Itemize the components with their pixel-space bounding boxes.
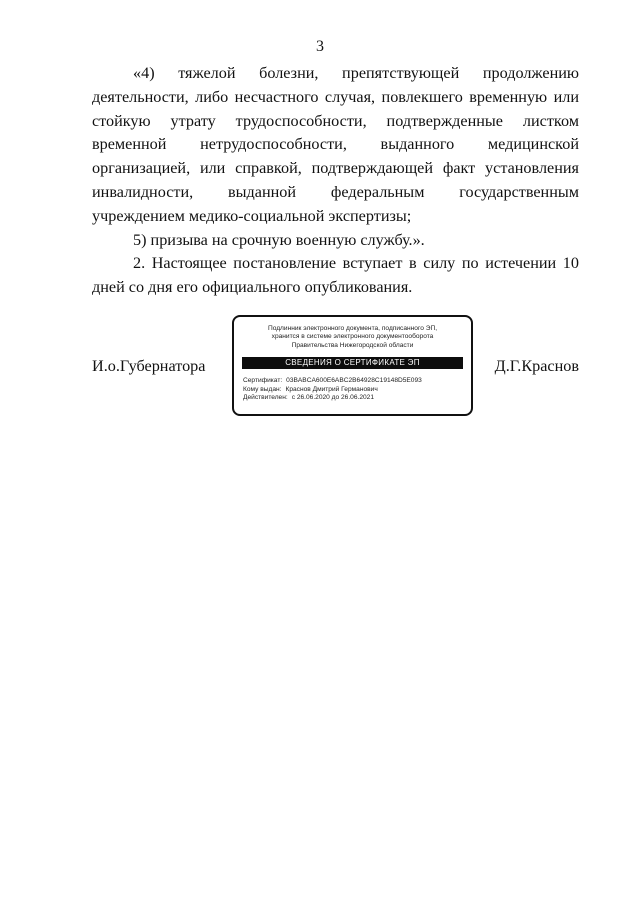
document-body bbox=[92, 62, 579, 300]
issued-to-label: Кому выдан: bbox=[243, 385, 282, 393]
signatory-title: И.о.Губернатора bbox=[92, 357, 206, 375]
certificate-value: 03BABCA600E6ABC2B64928C19148D5E093 bbox=[286, 377, 422, 385]
electronic-signature-stamp bbox=[232, 315, 473, 416]
stamp-certificate-row bbox=[243, 377, 471, 386]
stamp-header-line: Правительства Нижегородской области bbox=[291, 341, 414, 349]
stamp-certificate-band: СВЕДЕНИЯ О СЕРТИФИКАТЕ ЭП bbox=[242, 357, 463, 369]
stamp-validity-row bbox=[243, 394, 471, 403]
paragraph-item-4: «4) тяжелой болезни, препятствующей продолжению деятельности, либо несчастного случая, повлекшего временную или стойкую утрату трудоспособности, подтвержденные листком временной нетрудоспособности, выданного медицинской организацией, или справкой, подтверждающей факт установления инвалидности, выданной федеральным государственным учреждением медико-социальной экспертизы; bbox=[92, 64, 579, 225]
valid-value: с 26.06.2020 до 26.06.2021 bbox=[291, 394, 375, 402]
certificate-label: Сертификат: bbox=[243, 377, 283, 385]
stamp-details bbox=[234, 377, 471, 403]
issued-to-value: Краснов Дмитрий Германович bbox=[285, 385, 378, 393]
stamp-header bbox=[234, 325, 471, 350]
paragraph-item-5: 5) призыва на срочную военную службу.». bbox=[133, 230, 425, 249]
valid-label: Действителен: bbox=[243, 394, 288, 402]
signatory-name: Д.Г.Краснов bbox=[494, 357, 579, 375]
paragraph-effective-date: 2. Настоящее постановление вступает в силу по истечении 10 дней со дня его официального опубликования. bbox=[92, 254, 579, 297]
page-number: 3 bbox=[316, 38, 324, 55]
stamp-header-line: Подлинник электронного документа, подписанного ЭП, bbox=[267, 325, 438, 332]
stamp-header-line: хранится в системе электронного документооборота bbox=[271, 333, 434, 341]
